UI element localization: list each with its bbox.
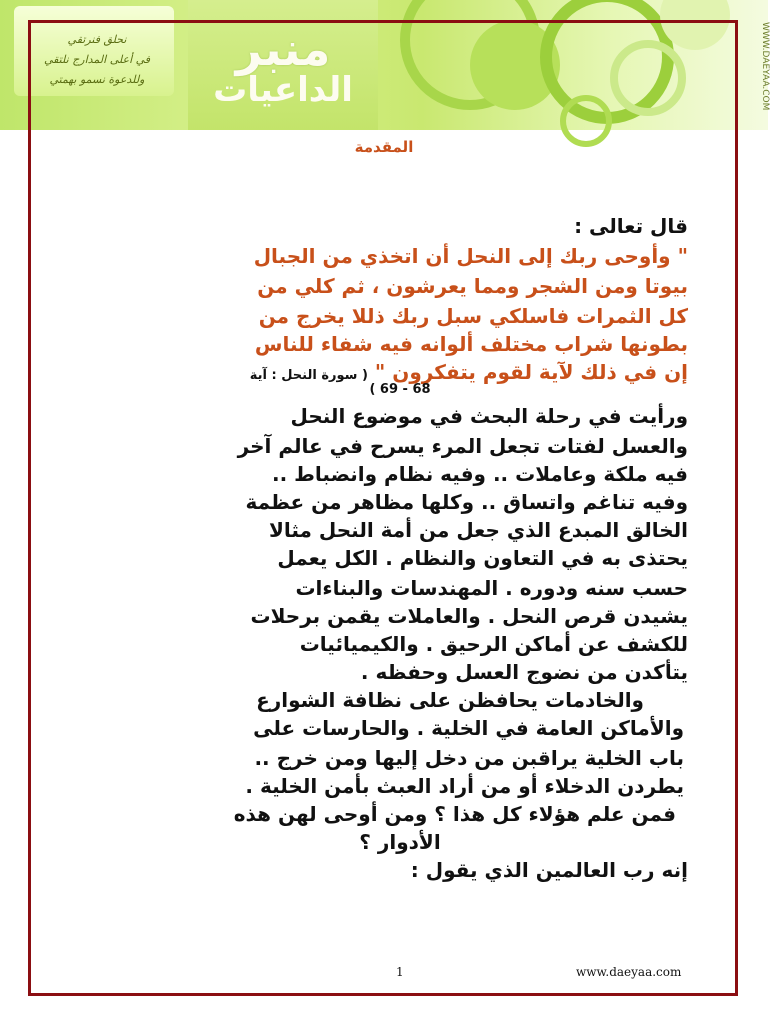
paragraph-line: والعسل لفتات تجعل المرء يسرح في عالم آخر	[237, 434, 688, 458]
paragraph-line: يتأكدن من نضوج العسل وحفظه .	[360, 660, 688, 684]
paragraph-line: الخالق المبدع الذي جعل من أمة النحل مثالا	[268, 518, 688, 542]
verse-line: كل الثمرات فاسلكي سبل ربك ذللا يخرج من	[258, 304, 688, 328]
paragraph-line: يشيدن قرص النحل . والعاملات يقمن برحلات	[250, 604, 688, 628]
paragraph-line: يحتذى به في التعاون والنظام . الكل يعمل	[277, 546, 688, 570]
verse-end: إن في ذلك لآية لقوم يتفكرون "	[374, 360, 688, 384]
page-number: 1	[396, 965, 404, 979]
verse-line: " وأوحى ربك إلى النحل أن اتخذي من الجبال	[253, 244, 688, 268]
citation-part-b: 68 - 69 )	[369, 382, 431, 397]
paragraph-line: والأماكن العامة في الخلية . والحارسات على	[253, 716, 684, 740]
document-title: المقدمة	[354, 138, 414, 156]
logo-line-1: منبر	[235, 22, 331, 76]
verse-line: بيوتا ومن الشجر ومما يعرشون ، ثم كلي من	[257, 274, 688, 298]
paragraph-line: فيه ملكة وعاملات .. وفيه نظام وانضباط ..	[271, 462, 688, 486]
paragraph-line: ورأيت في رحلة البحث في موضوع النحل	[290, 404, 688, 428]
paragraph-line: وفيه تناغم واتساق .. وكلها مظاهر من عظمة	[245, 490, 688, 514]
closing-line: إنه رب العالمين الذي يقول :	[410, 858, 688, 882]
paragraph-line: للكشف عن أماكن الرحيق . والكيميائيات	[299, 632, 688, 656]
slogan-line-1: نحلق فنرتقي	[67, 33, 127, 46]
paragraph-line: الأدوار ؟	[359, 830, 441, 854]
paragraph-line: والخادمات يحافظن على نظافة الشوارع	[256, 688, 644, 712]
paragraph-line: فمن علم هؤلاء كل هذا ؟ ومن أوحى لهن هذه	[233, 802, 676, 826]
slogan-line-2: في أعلى المدارج نلتقي	[43, 53, 151, 66]
paragraph-line: حسب سنه ودوره . المهندسات والبناءات	[295, 576, 688, 600]
footer-url[interactable]: www.daeyaa.com	[576, 965, 682, 979]
paragraph-line: باب الخلية يراقبن من دخل إليها ومن خرج ..	[254, 746, 684, 770]
paragraph-line: يطردن الدخلاء أو من أراد العبث بأمن الخلية .	[245, 774, 684, 798]
citation-part-a: ( سورة النحل : آية	[249, 368, 368, 383]
verse-line: بطونها شراب مختلف ألوانه فيه شفاء للناس	[254, 332, 688, 356]
logo-line-2: الداعيات	[213, 70, 353, 110]
vertical-url: WWW.DAEYAA.COM	[760, 22, 770, 111]
intro-line: قال تعالى :	[574, 214, 688, 238]
slogan-line-3: وللدعوة نسمو بهمتي	[49, 73, 145, 86]
